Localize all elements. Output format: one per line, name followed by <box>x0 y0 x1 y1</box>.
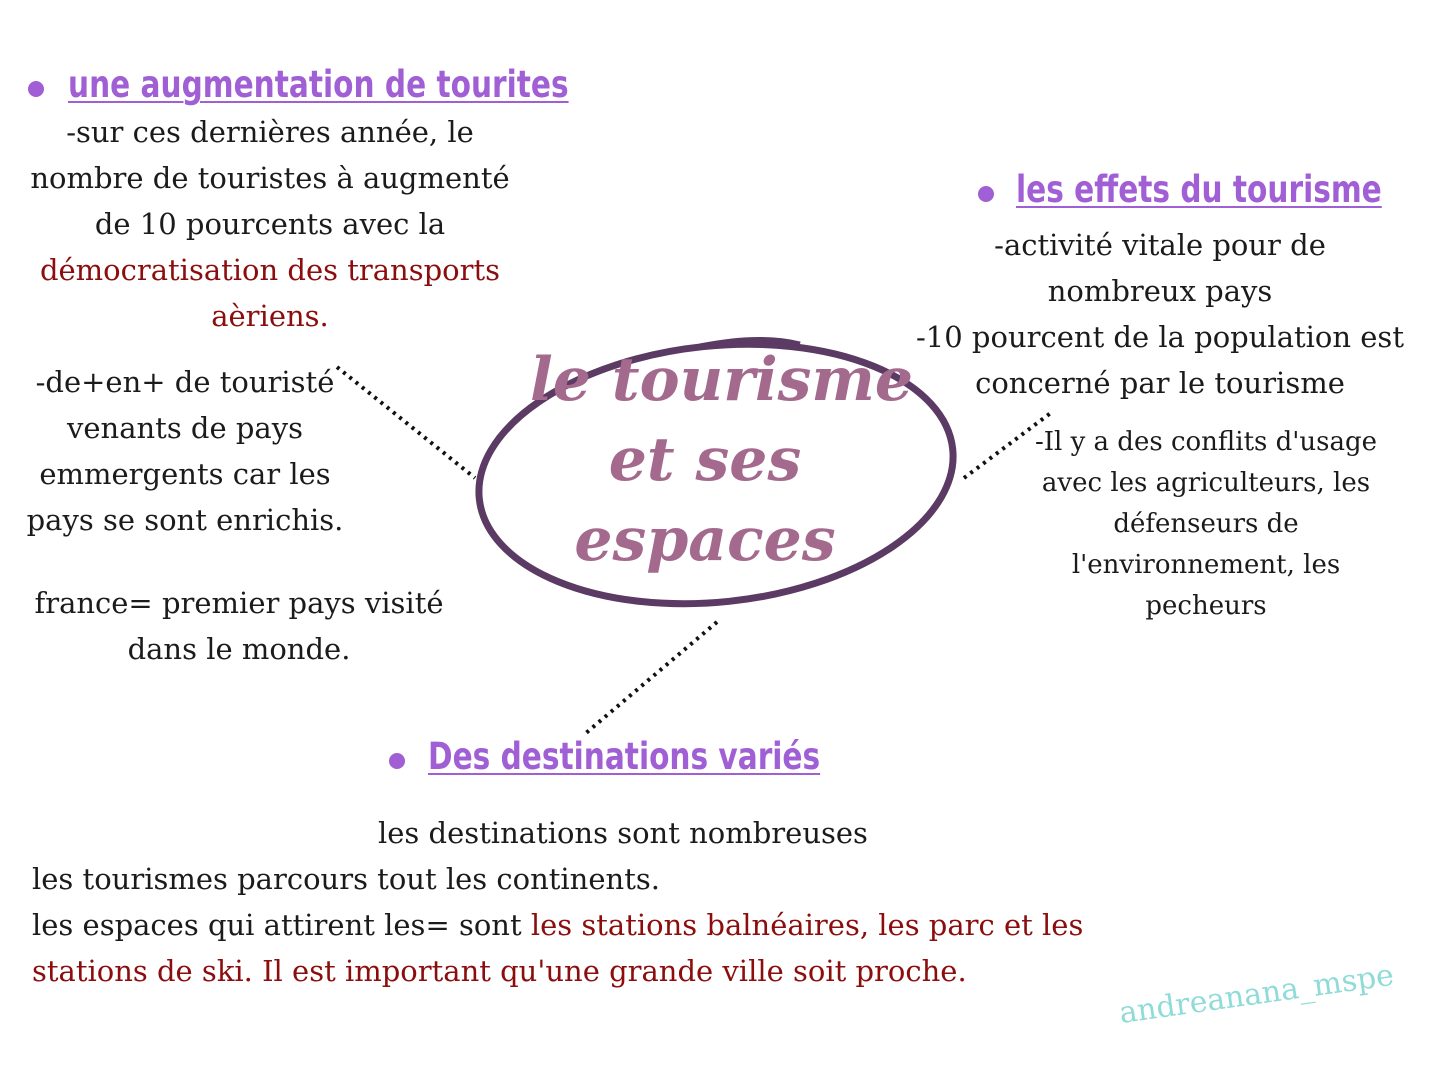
bullet-icon <box>389 753 405 769</box>
text-line: venants de pays <box>66 411 303 445</box>
section1-paragraph1 <box>0 109 540 339</box>
text-line: pays se sont enrichis. <box>26 503 344 537</box>
center-title-line3: espaces <box>574 505 836 575</box>
section3-line4: stations de ski. Il est important qu'une grande ville soit proche. <box>32 954 967 988</box>
connector-bottom <box>586 622 717 733</box>
section2-paragraph2 <box>1000 422 1412 627</box>
text-line: de 10 pourcents avec la <box>94 207 446 241</box>
section2-heading: les effets du tourisme <box>1016 168 1382 211</box>
text-line: france= premier pays visité <box>34 586 444 620</box>
section1-paragraph3 <box>0 580 478 672</box>
text-line: emmergents car les <box>39 457 331 491</box>
text-line: pecheurs <box>1145 591 1267 621</box>
text-line: -sur ces dernières année, le <box>66 115 474 149</box>
bullet-icon <box>28 81 44 97</box>
section3-heading: Des destinations variés <box>428 735 821 778</box>
text-line: avec les agriculteurs, les <box>1041 468 1371 498</box>
bullet-icon <box>978 186 994 202</box>
section3-line1: les destinations sont nombreuses <box>378 816 868 850</box>
section1-paragraph2 <box>0 359 370 543</box>
text-line: nombre de touristes à augmenté <box>30 161 510 195</box>
text-line: nombreux pays <box>1047 274 1273 308</box>
text-line: dans le monde. <box>127 632 351 666</box>
text-line: -Il y a des conflits d'usage <box>1034 427 1378 457</box>
center-title-line2: et ses <box>608 425 802 495</box>
text-line: -10 pourcent de la population est <box>916 320 1404 354</box>
section2-paragraph1 <box>890 222 1430 406</box>
section3-line3 <box>32 902 1083 948</box>
text-segment: les espaces qui attirent les= sont <box>32 908 531 942</box>
section1-heading: une augmentation de tourites <box>68 63 569 106</box>
text-line: l'environnement, les <box>1071 550 1341 580</box>
text-line-red: aèriens. <box>211 299 329 333</box>
text-line: -de+en+ de touristé <box>35 365 335 399</box>
text-line: -activité vitale pour de <box>994 228 1326 262</box>
text-line: concerné par le tourisme <box>975 366 1345 400</box>
center-title <box>530 340 914 580</box>
text-line: défenseurs de <box>1113 509 1299 539</box>
center-title-line1: le tourisme <box>530 345 914 415</box>
section3-line2: les tourismes parcours tout les continents. <box>32 862 660 896</box>
text-segment-red: les stations balnéaires, les parc et les <box>530 908 1084 942</box>
text-line-red: démocratisation des transports <box>39 253 501 287</box>
watermark: andreanana_mspe <box>1117 957 1396 1031</box>
